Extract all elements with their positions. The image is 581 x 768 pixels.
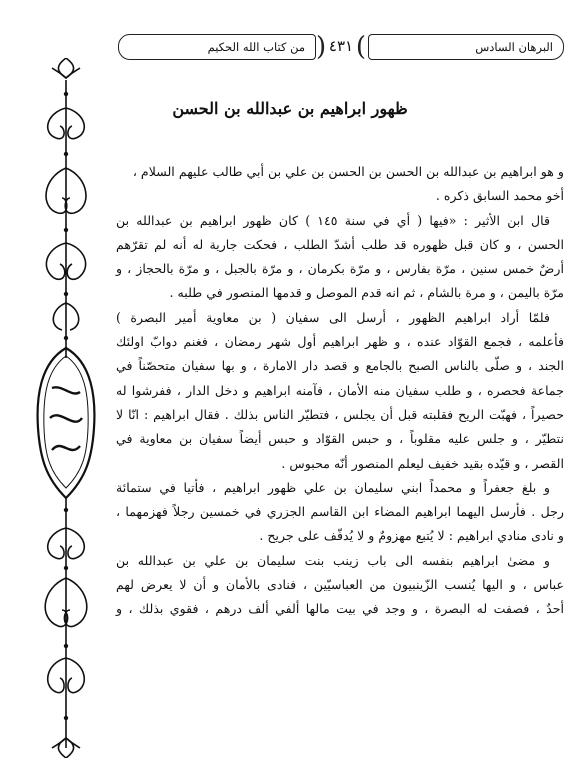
running-header — [118, 28, 564, 62]
medallion-frame — [38, 348, 95, 498]
top-fleur-icon — [58, 58, 73, 78]
text-line: الجند ، و صلّى بالناس الصبح بالجامع و قصد دار الامارة ، و بها سفيان متحصّناً في — [116, 358, 564, 374]
text-line: و هو ابراهيم بن عبدالله بن الحسن بن الحسن بن علي بن أبي طالب عليهم السلام ، — [132, 164, 564, 179]
text-line: فلمّا أراد ابراهيم الظهور ، أرسل الى سفيان ( بن معاوية أمير البصرة ) — [116, 309, 550, 325]
text-line: عباس ، و اليها يُنسب الزّينبيون من العباسيّين ، فنادى بالأمان و أن لا يعرض لهم — [116, 577, 564, 593]
header-left-box — [118, 34, 316, 60]
text-line: و مضىٰ ابراهيم بنفسه الى باب زينب بنت سليمان بن علي بن عبدالله بن — [116, 552, 550, 568]
text-line: القصر ، و قيّده بقيد خفيف ليعلم المنصور أنّه محبوس . — [281, 455, 564, 471]
right-bracket-icon: ( — [355, 32, 366, 62]
body-text — [116, 160, 564, 622]
text-line: أحدٌ ، فصفت له البصرة ، و وجد في بيت مالها ألفي ألف درهم ، فقوي بذلك ، و — [116, 601, 564, 617]
text-line: أخو محمد السابق ذكره . — [435, 188, 564, 204]
text-line: و نادى منادي ابراهيم : لا يُتبع مهزومٌ و لا يُدفّف على جريح . — [259, 528, 564, 544]
text-line: قال ابن الأثير : «فيها ( أي في سنة ١٤٥ ) كان ظهور ابراهيم بن عبدالله بن — [116, 212, 550, 228]
text-line: و بلغ جعفراً و محمداً ابني سليمان بن علي ظهور ابراهيم ، فأتيا في ستمائة — [116, 479, 550, 495]
text-line: رجل . فأرسل اليهما ابراهيم المضاء ابن القاسم الجزري في خمسين رجلاً فهزمهما ، — [116, 504, 564, 520]
left-bracket-icon: ) — [316, 32, 327, 62]
text-line: فأعلمه ، فجمع القوّاد عنده ، و ظهر ابراهيم أول شهر رمضان ، فغنم دوابّ اولئك — [116, 334, 564, 350]
text-line: أرضٌ خمس سنين ، مرّة بفارس ، و مرّة بكرمان ، و مرّة بالجبل ، و مرّة بالحجاز ، و — [116, 261, 564, 277]
text-line: مرّة باليمن ، و مرة بالشام ، ثم انه قدم الموصل و قدمها المنصور في طلبه . — [169, 285, 564, 301]
text-line: حصيراً ، فهبّت الريح فقلبته قبل أن يجلس ، فتطيّر الناس بذلك . فقال ابراهيم : انّا لا — [116, 406, 564, 422]
text-line: نتطيّر ، و جلس عليه مقلوباً ، و حبس القوّاد و حبس أيضاً سفيان بن معاوية في — [116, 431, 564, 447]
text-line: جماعة فحصره ، و طلب سفيان منه الأمان ، فآمنه ابراهيم و دخل الدار ، ففرشوا له — [116, 382, 564, 398]
header-right-box — [368, 34, 564, 60]
header-book-title: من كتاب الله الحكيم — [207, 40, 305, 54]
decorative-border-ornament — [32, 58, 100, 758]
page-number — [314, 28, 368, 64]
section-title: ظهور ابراهيم بن عبدالله بن الحسن — [172, 99, 408, 118]
text-line: الحسن ، و كان قبل ظهوره قد طلب أشدّ الطلب ، فحكت جارية له أنه لم تقرّهم — [116, 236, 564, 252]
page-number-text: ٤٣١ — [328, 37, 354, 55]
header-section-title: البرهان السادس — [475, 40, 553, 54]
